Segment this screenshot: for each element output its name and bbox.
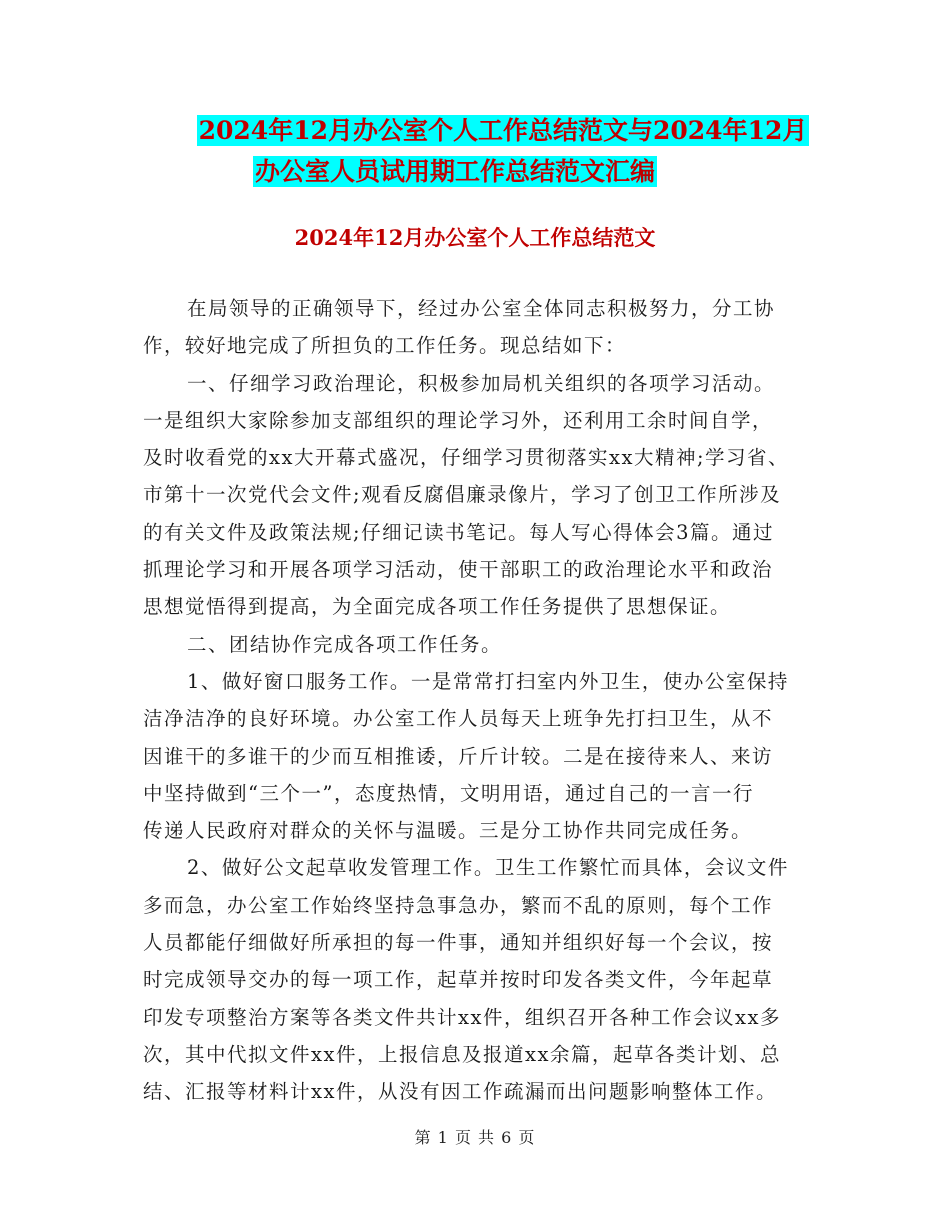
- section-title: 2024年12月办公室个人工作总结范文: [294, 225, 656, 250]
- title-highlight-2: 办公室人员试用期工作总结范文汇编: [254, 157, 655, 186]
- document-title-line-1: [28, 113, 950, 149]
- body-line: 抓理论学习和开展各项学习活动，使干部职工的政治理论水平和政治: [143, 558, 774, 582]
- body-line: 作，较好地完成了所担负的工作任务。现总结如下：: [143, 334, 627, 358]
- body-line: 1、做好窗口服务工作。一是常常打扫室内外卫生，使办公室保持: [187, 669, 789, 693]
- body-line: 思想觉悟得到提高，为全面完成各项工作任务提供了思想保证。: [143, 595, 732, 619]
- page-footer: 第 1 页 共 6 页: [414, 1128, 536, 1147]
- body-line: 2、做好公文起草收发管理工作。卫生工作繁忙而具体，会议文件: [187, 856, 789, 880]
- body-line: 的有关文件及政策法规;仔细记读书笔记。每人写心得体会3篇。通过: [143, 520, 774, 544]
- body-line: 一是组织大家除参加支部组织的理论学习外，还利用工余时间自学，: [143, 408, 774, 432]
- body-line: 结、汇报等材料计xx件，从没有因工作疏漏而出问题影响整体工作。: [143, 1080, 777, 1104]
- document-title-line-2: [0, 154, 930, 190]
- body-line: 传递人民政府对群众的关怀与温暖。三是分工协作共同完成任务。: [143, 819, 753, 843]
- body-line: 二、团结协作完成各项工作任务。: [187, 632, 503, 656]
- body-line: 时完成领导交办的每一项工作，起草并按时印发各类文件，今年起草: [143, 968, 774, 992]
- body-line: 次，其中代拟文件xx件，上报信息及报道xx余篇，起草各类计划、总: [143, 1042, 781, 1066]
- body-line: 一、仔细学习政治理论，积极参加局机关组织的各项学习活动。: [187, 371, 776, 395]
- body-line: 多而急，办公室工作始终坚持急事急办，繁而不乱的原则，每个工作: [143, 893, 774, 917]
- body-line: 中坚持做到“三个一”，态度热情，文明用语，通过自己的一言一行: [143, 781, 754, 805]
- body-line: 在局领导的正确领导下，经过办公室全体同志积极努力，分工协: [187, 297, 776, 320]
- body-text: [143, 290, 833, 1111]
- title-highlight-1: 2024年12月办公室个人工作总结范文与2024年12月: [198, 116, 808, 145]
- body-line: 印发专项整治方案等各类文件共计xx件，组织召开各种工作会议xx多: [143, 1005, 781, 1029]
- body-line: 洁净洁净的良好环境。办公室工作人员每天上班争先打扫卫生，从不: [143, 707, 774, 731]
- body-line: 因谁干的多谁干的少而互相推诿，斤斤计较。二是在接待来人、来访: [143, 744, 774, 768]
- body-line: 市第十一次党代会文件;观看反腐倡廉录像片，学习了创卫工作所涉及: [143, 483, 782, 507]
- body-line: 及时收看党的xx大开幕式盛况，仔细学习贯彻落实xx大精神;学习省、: [143, 446, 790, 470]
- body-line: 人员都能仔细做好所承担的每一件事，通知并组织好每一个会议，按: [143, 931, 774, 955]
